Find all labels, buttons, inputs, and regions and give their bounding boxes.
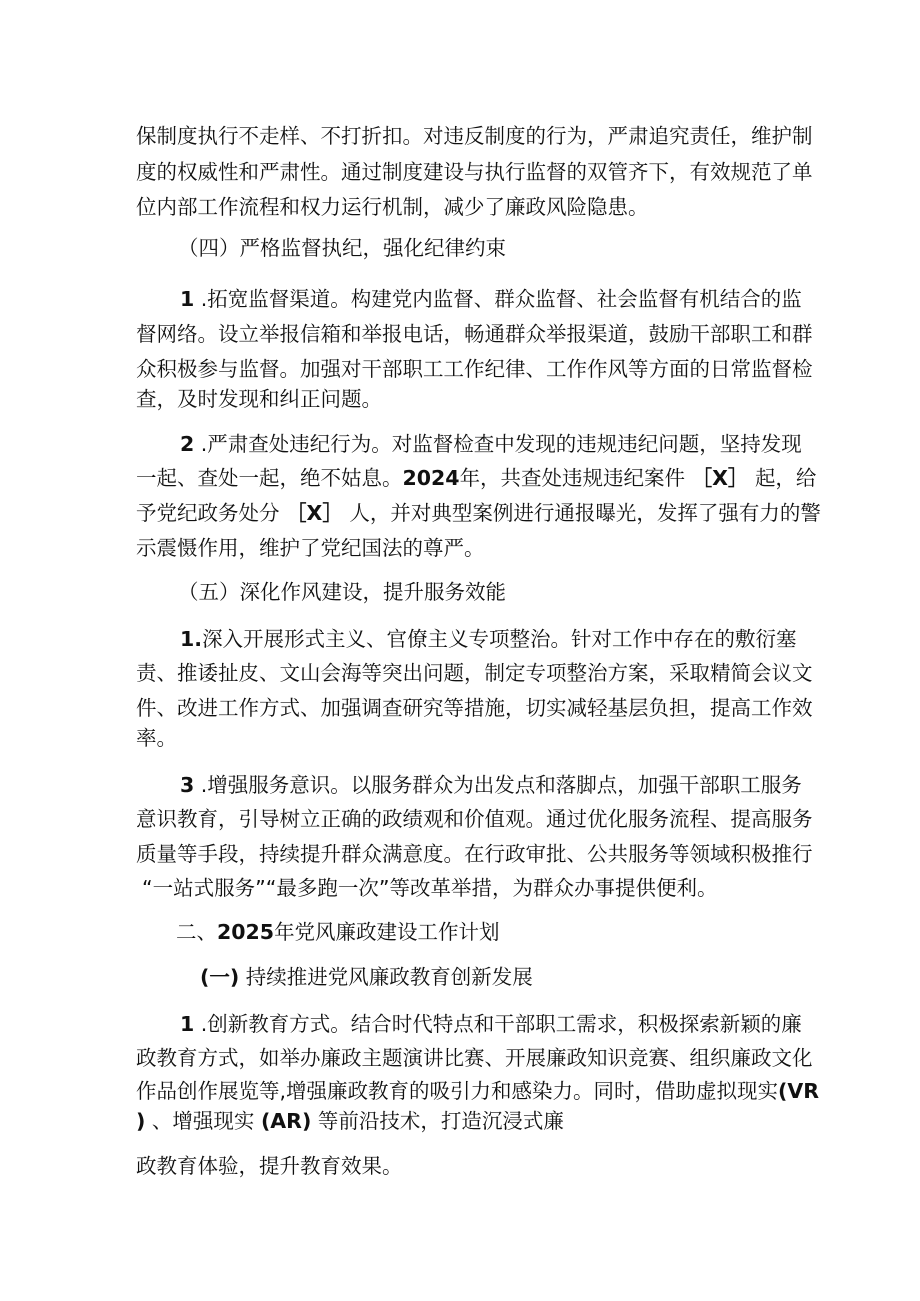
paragraph-line (180, 773, 802, 798)
item-text: .拓宽监督渠道。构建党内监督、群众监督、社会监督有机结合的监 (194, 287, 802, 311)
text-run: (VR (778, 1079, 820, 1103)
item-number: 2 (180, 432, 195, 456)
paragraph-line (180, 287, 802, 312)
paragraph-line: 责、推诿扯皮、文山会海等突出问题，制定专项整治方案，采取精简会议文 (136, 661, 813, 685)
item-number: 1 (180, 1012, 195, 1036)
paragraph-line: 件、改进工作方式、加强调查研究等措施，切实减轻基层负担，提高工作效 (136, 696, 813, 720)
text-run: 作品创作展览等,增强廉政教育的吸引力和感染力。同时，借助虚拟现实 (136, 1079, 779, 1103)
paragraph-line: 示震慑作用，维护了党纪国法的尊严。 (136, 536, 485, 560)
paragraph-line (136, 466, 817, 491)
paragraph-line (180, 1012, 802, 1037)
paragraph-line: 政教育方式，如举办廉政主题演讲比赛、开展廉政知识竞赛、组织廉政文化 (136, 1046, 813, 1070)
text-run: 持续推进党风廉政教育创新发展 (239, 965, 533, 989)
paragraph-line: 质量等手段，持续提升群众满意度。在行政审批、公共服务等领域积极推行 (136, 842, 813, 866)
text-run: 等前沿技术，打造沉浸式廉 (311, 1109, 564, 1133)
paragraph-line: 政教育体验，提升教育效果。 (136, 1154, 403, 1178)
paragraph-line (136, 1079, 820, 1104)
item-text: 深入开展形式主义、官僚主义专项整治。针对工作中存在的敷衍塞 (202, 627, 797, 651)
section-heading (200, 965, 860, 990)
paragraph-line: “一站式服务”“最多跑一次”等改革举措，为群众办事提供便利。 (142, 876, 718, 900)
item-number: 1 (180, 287, 195, 311)
text-run: 人，并对典型案例进行通报曝光，发挥了强有力的警 (349, 501, 821, 525)
paragraph-line (136, 501, 821, 526)
year-number: 2024 (402, 466, 460, 490)
text-run: (AR) (260, 1109, 312, 1133)
paragraph-line: 位内部工作流程和权力运行机制，减少了廉政风险隐患。 (136, 195, 649, 219)
year-number: 2025 (217, 920, 275, 944)
paragraph-line (180, 627, 797, 652)
item-text: .创新教育方式。结合时代特点和干部职工需求，积极探索新颖的廉 (194, 1012, 802, 1036)
paragraph-line: 众积极参与监督。加强对干部职工工作纪律、工作作风等方面的日常监督检 (136, 357, 813, 381)
chapter-heading (176, 920, 836, 945)
paragraph-line: 率。 (136, 726, 177, 750)
item-number: 1. (180, 627, 203, 651)
heading-number: (一) (200, 965, 240, 989)
text-run: 年，共查处违规违纪案件 (459, 466, 686, 490)
text-run: 一起、查处一起，绝不姑息。 (136, 466, 403, 490)
text-run: 二、 (176, 920, 217, 944)
text-run: 年党风廉政建设工作计划 (274, 920, 500, 944)
paragraph-line (136, 1109, 796, 1134)
text-run: 、增强现实 (145, 1109, 255, 1133)
paragraph-line: 督网络。设立举报信箱和举报电话，畅通群众举报渠道，鼓励干部职工和群 (136, 322, 813, 346)
paragraph-line: 保制度执行不走样、不打折扣。对违反制度的行为，严肃追究责任，维护制 (136, 124, 813, 148)
item-number: 3 (180, 773, 195, 797)
item-text: .增强服务意识。以服务群众为出发点和落脚点，加强干部职工服务 (194, 773, 802, 797)
text-run: ) (136, 1109, 146, 1133)
section-heading: （五）深化作风建设，提升服务效能 (178, 580, 506, 604)
item-text: .严肃查处违纪行为。对监督检查中发现的违规违纪问题，坚持发现 (194, 432, 802, 456)
text-run: 予党纪政务处分 (136, 501, 280, 525)
placeholder-mark: ［X］ (286, 501, 343, 525)
text-run: 起，给 (754, 466, 817, 490)
paragraph-line: 查，及时发现和纠正问题。 (136, 387, 382, 411)
paragraph-line (180, 432, 802, 457)
section-heading: （四）严格监督执纪，强化纪律约束 (178, 236, 506, 260)
paragraph-line: 度的权威性和严肃性。通过制度建设与执行监督的双管齐下，有效规范了单 (136, 160, 813, 184)
placeholder-mark: ［X］ (691, 466, 749, 490)
paragraph-line: 意识教育，引导树立正确的政绩观和价值观。通过优化服务流程、提高服务 (136, 807, 813, 831)
